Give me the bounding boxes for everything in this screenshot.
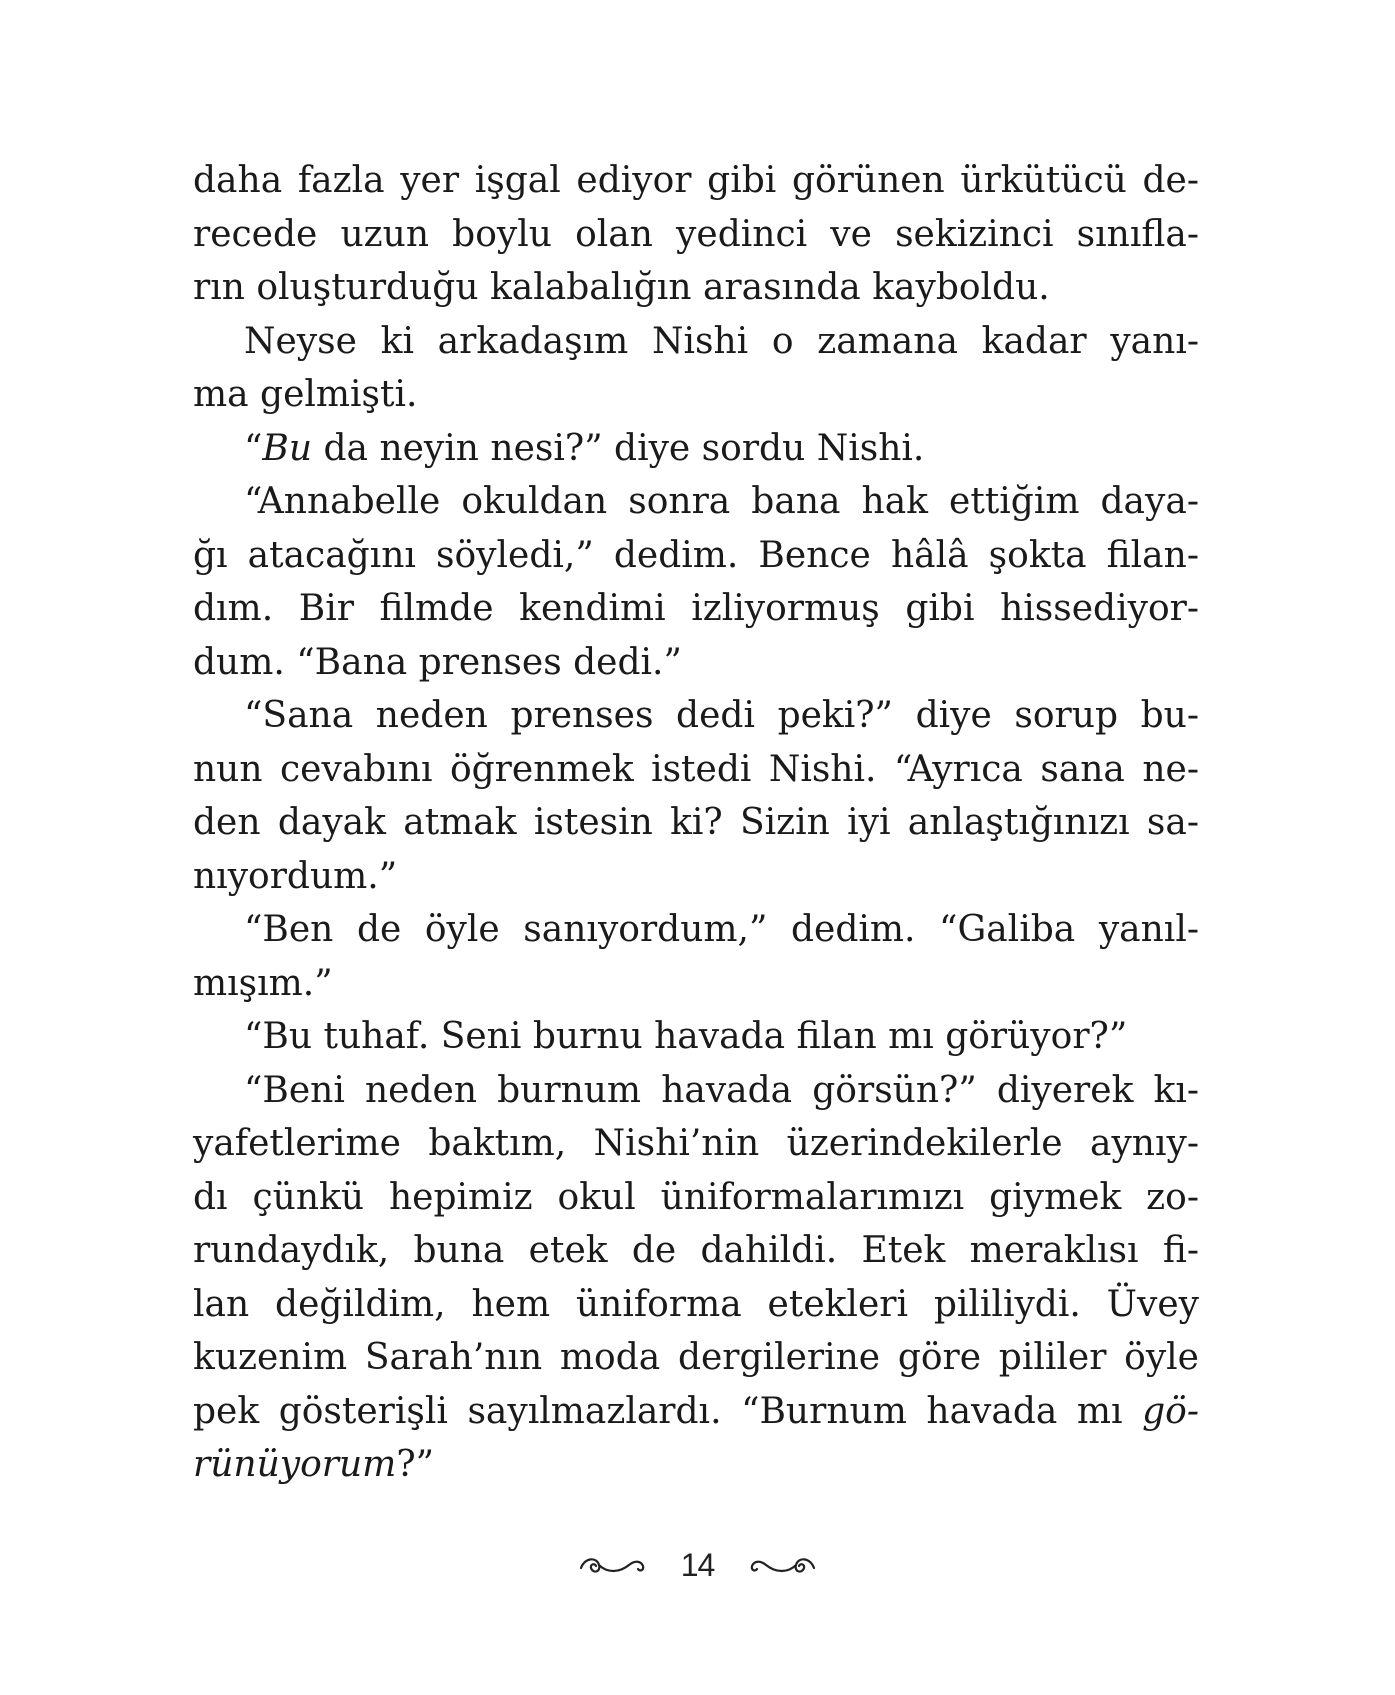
text-line — [193, 903, 1199, 957]
text-run: dım. Bir filmde kendimi izliyormuş gibi hissediyor- — [193, 588, 1199, 629]
body-text — [193, 154, 1199, 1492]
text-run: “Bu tuhaf. Seni burnu havada filan mı görüyor?” — [244, 1016, 1128, 1057]
text-line — [193, 368, 1199, 422]
text-run: pek gösterişli sayılmazlardı. “Burnum havada mı — [193, 1390, 1143, 1432]
text-run: “ — [244, 427, 263, 469]
text-line — [193, 1064, 1199, 1118]
text-line — [193, 1438, 1199, 1492]
text-run: “Ben de öyle sanıyordum,” dedim. “Galiba yanıl- — [244, 909, 1199, 950]
text-line — [193, 1278, 1199, 1332]
text-line — [193, 154, 1199, 208]
text-run: Neyse ki arkadaşım Nishi o zamana kadar yanı- — [244, 320, 1199, 362]
text-line — [193, 261, 1199, 315]
text-line — [193, 689, 1199, 743]
text-line — [193, 1224, 1199, 1278]
text-run: kuzenim Sarah’nın moda dergilerine göre pililer öyle — [193, 1337, 1199, 1378]
text-line — [193, 796, 1199, 850]
text-run: “Annabelle okuldan sonra bana hak ettiğim daya- — [244, 481, 1199, 522]
flourish-left-icon — [577, 1551, 647, 1579]
text-line — [193, 743, 1199, 797]
text-run: dum. “Bana prenses dedi.” — [193, 641, 682, 683]
text-run: da neyin nesi?” diye sordu Nishi. — [312, 427, 925, 469]
text-run: lan değildim, hem üniforma etekleri pililiydi. Üvey — [193, 1283, 1199, 1325]
page-number: 14 — [680, 1546, 715, 1583]
text-run: “Sana neden prenses dedi peki?” diye sorup bu- — [244, 695, 1199, 736]
page-footer — [0, 1540, 1395, 1590]
text-run: recede uzun boylu olan yedinci ve sekizinci sınıfla- — [193, 213, 1199, 255]
text-run: rın oluşturduğu kalabalığın arasında kayboldu. — [193, 267, 1050, 308]
text-run: nun cevabını öğrenmek istedi Nishi. “Ayrıca sana ne- — [193, 748, 1199, 790]
text-run: “Beni neden burnum havada görsün?” diyerek kı- — [244, 1069, 1199, 1111]
text-run: daha fazla yer işgal ediyor gibi görünen ürkütücü de- — [193, 160, 1199, 201]
italic-text: gö- — [1142, 1390, 1199, 1432]
text-line — [193, 957, 1199, 1011]
italic-text: rünüyorum — [193, 1444, 397, 1485]
text-line — [193, 1171, 1199, 1225]
text-run: yafetlerime baktım, Nishi’nin üzerindekilerle aynıy- — [193, 1123, 1199, 1164]
text-line — [193, 475, 1199, 529]
flourish-right-icon — [748, 1551, 818, 1579]
text-run: den dayak atmak istesin ki? Sizin iyi anlaştığınızı sa- — [193, 802, 1199, 843]
text-run: ğı atacağını söyledi,” dedim. Bence hâlâ şokta filan- — [193, 534, 1199, 576]
text-line — [193, 1385, 1199, 1439]
text-line — [193, 422, 1199, 476]
italic-text: Bu — [262, 427, 313, 469]
text-line — [193, 582, 1199, 636]
text-line — [193, 315, 1199, 369]
text-run: nıyordum.” — [193, 855, 398, 897]
text-line — [193, 208, 1199, 262]
text-line — [193, 529, 1199, 583]
text-line — [193, 1117, 1199, 1171]
text-line — [193, 850, 1199, 904]
text-line — [193, 1331, 1199, 1385]
text-run: dı çünkü hepimiz okul üniformalarımızı giymek zo- — [193, 1176, 1199, 1218]
text-line — [193, 636, 1199, 690]
text-run: ma gelmişti. — [193, 374, 418, 415]
text-run: mışım.” — [193, 962, 333, 1004]
text-run: rundaydık, buna etek de dahildi. Etek meraklısı fi- — [193, 1230, 1199, 1271]
text-run: ?” — [396, 1444, 435, 1485]
text-line — [193, 1010, 1199, 1064]
